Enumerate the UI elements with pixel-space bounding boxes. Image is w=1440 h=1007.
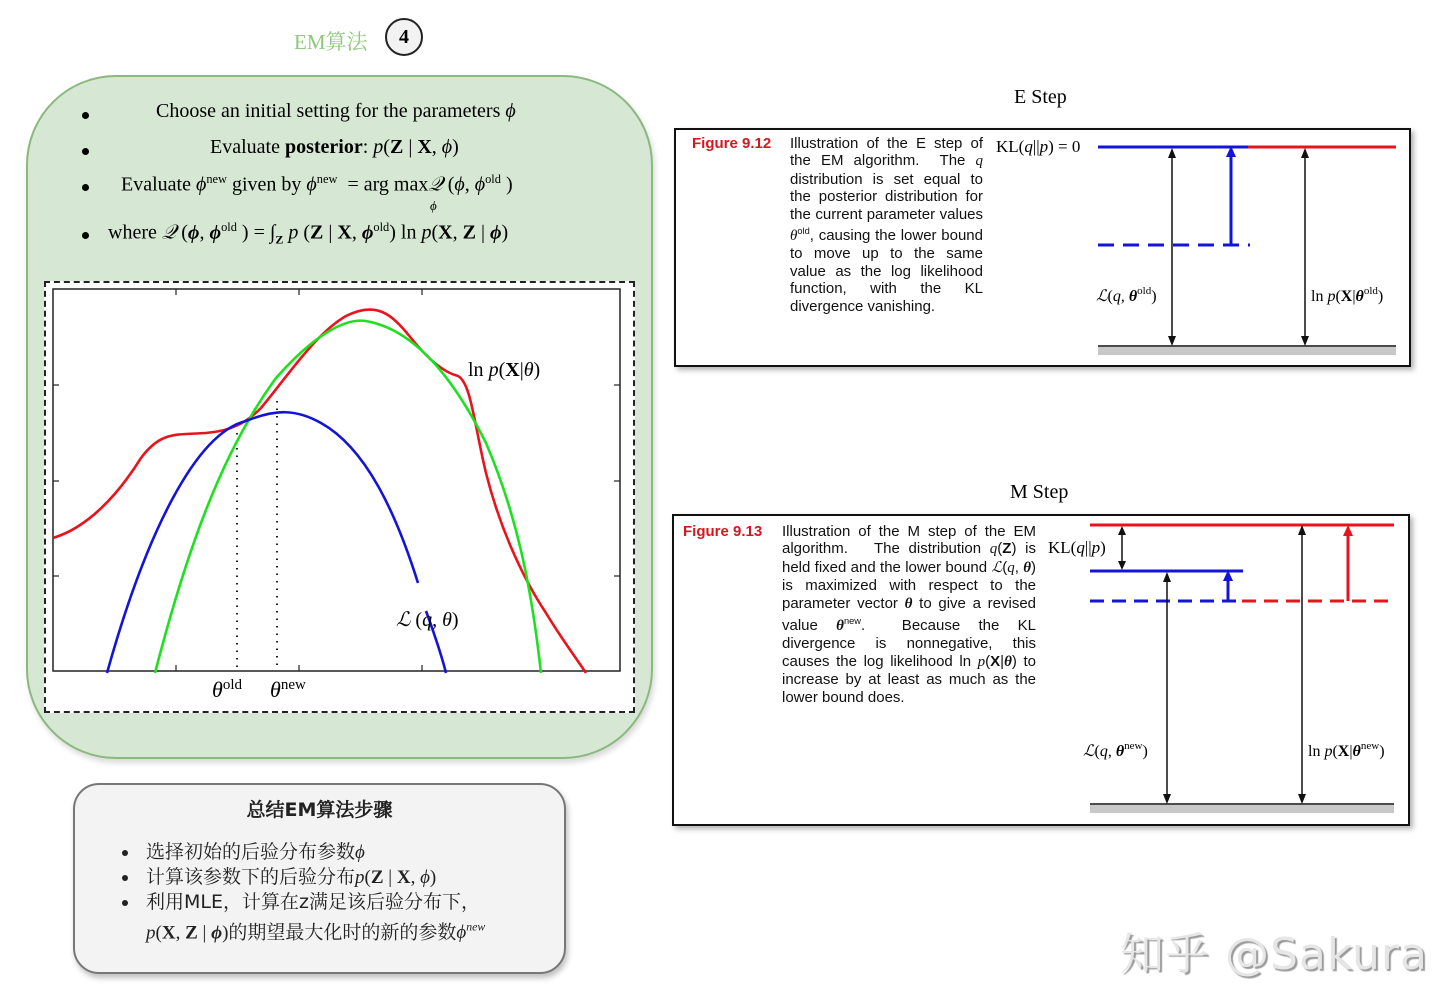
em-step-3 (78, 172, 598, 213)
m-step-diagram (1042, 516, 1410, 824)
bullet-icon (82, 232, 89, 239)
theta-old-label: $\theta^{old}$ (212, 677, 242, 702)
em-step-4 (78, 220, 598, 250)
em-step-3-text: Evaluate $\phi^{new}$ given by $\phi^{new}$ = arg max𝒬 (ϕ, $\phi^{old}$ ) (121, 172, 513, 196)
summary-title: 总结EM算法步骤 (246, 799, 393, 821)
e-step-figure-number: Figure 9.12 (692, 135, 772, 152)
em-step-2 (78, 136, 598, 166)
summary-item-3: 利用MLE，计算在z满足该后验分布下， p(X, Z | ϕ)的期望最大化时的新的参数$\phi^{new}$ (118, 890, 485, 945)
log-likelihood-old-label: $\ln p(X|\theta^{old})$ (1311, 285, 1384, 305)
summary-item-1: 选择初始的后验分布参数ϕ (118, 840, 485, 865)
summary-list (118, 840, 485, 945)
bullet-icon (82, 184, 89, 191)
lower-bound-label: ℒ (q, θ) (396, 609, 459, 631)
bullet-icon (122, 850, 128, 856)
lower-bound-new-label: ℒ(q, $\theta^{new}$) (1083, 740, 1148, 760)
em-step-1-text: Choose an initial setting for the parameters ϕ (156, 100, 516, 122)
em-likelihood-plot (46, 283, 633, 711)
bullet-icon (82, 112, 89, 119)
e-step-label: E Step (1014, 86, 1067, 108)
em-step-2-text: Evaluate posterior: p(Z | X, ϕ) (210, 136, 459, 158)
m-step-label: M Step (1010, 481, 1069, 503)
section-title: EM算法 (294, 30, 368, 54)
watermark: 知乎 @Sakura (1120, 929, 1428, 980)
bullet-icon (82, 148, 89, 155)
em-plot-frame (44, 281, 635, 713)
e-step-figure (674, 128, 1411, 367)
kl-label: KL(q||p) (1048, 538, 1106, 557)
m-step-figure-number: Figure 9.13 (683, 523, 763, 540)
summary-item-2: 计算该参数下的后验分布p(Z | X, ϕ) (118, 865, 485, 890)
m-step-caption: Illustration of the M step of the EM algorithm. The distribution q(Z) is held fixed and the lower bound ℒ(q, θ) is maximized with respect to the parameter vector θ to give a revised value $\theta^{new}$. Because the KL divergence is nonnegative, this causes the log likelihood ln p(X|θ) to increase by at least as much as the lower bound does. (782, 523, 1037, 706)
em-step-4-text: where 𝒬 (ϕ, $\phi^{old}$ ) = $\int_Z$ p (Z | X, $\phi^{old}$) ln p(X, Z | ϕ) (108, 220, 509, 247)
em-step-1 (78, 100, 598, 130)
theta-new-label: $\theta^{new}$ (270, 677, 306, 702)
argmax-subscript: ϕ (430, 198, 437, 213)
lower-bound-old-label: ℒ(q, $\theta^{old}$) (1096, 285, 1157, 305)
bullet-icon (122, 900, 128, 906)
e-step-caption: Illustration of the E step of the EM algorithm. The q distribution is set equal to the posterior distribution for the current parameter values $\theta^{old}$, causing the lower bound to move up to the same value as the log likelihood function, with the KL divergence vanishing. (790, 135, 983, 315)
kl-zero-label: KL(q||p) = 0 (996, 137, 1081, 156)
m-step-figure (672, 514, 1410, 826)
log-likelihood-new-label: $\ln p(X|\theta^{new})$ (1308, 740, 1385, 760)
step-number-badge: 4 (385, 18, 423, 56)
e-step-diagram (994, 130, 1409, 365)
bullet-icon (122, 875, 128, 881)
log-likelihood-label: ln p(X|θ) (468, 359, 541, 381)
